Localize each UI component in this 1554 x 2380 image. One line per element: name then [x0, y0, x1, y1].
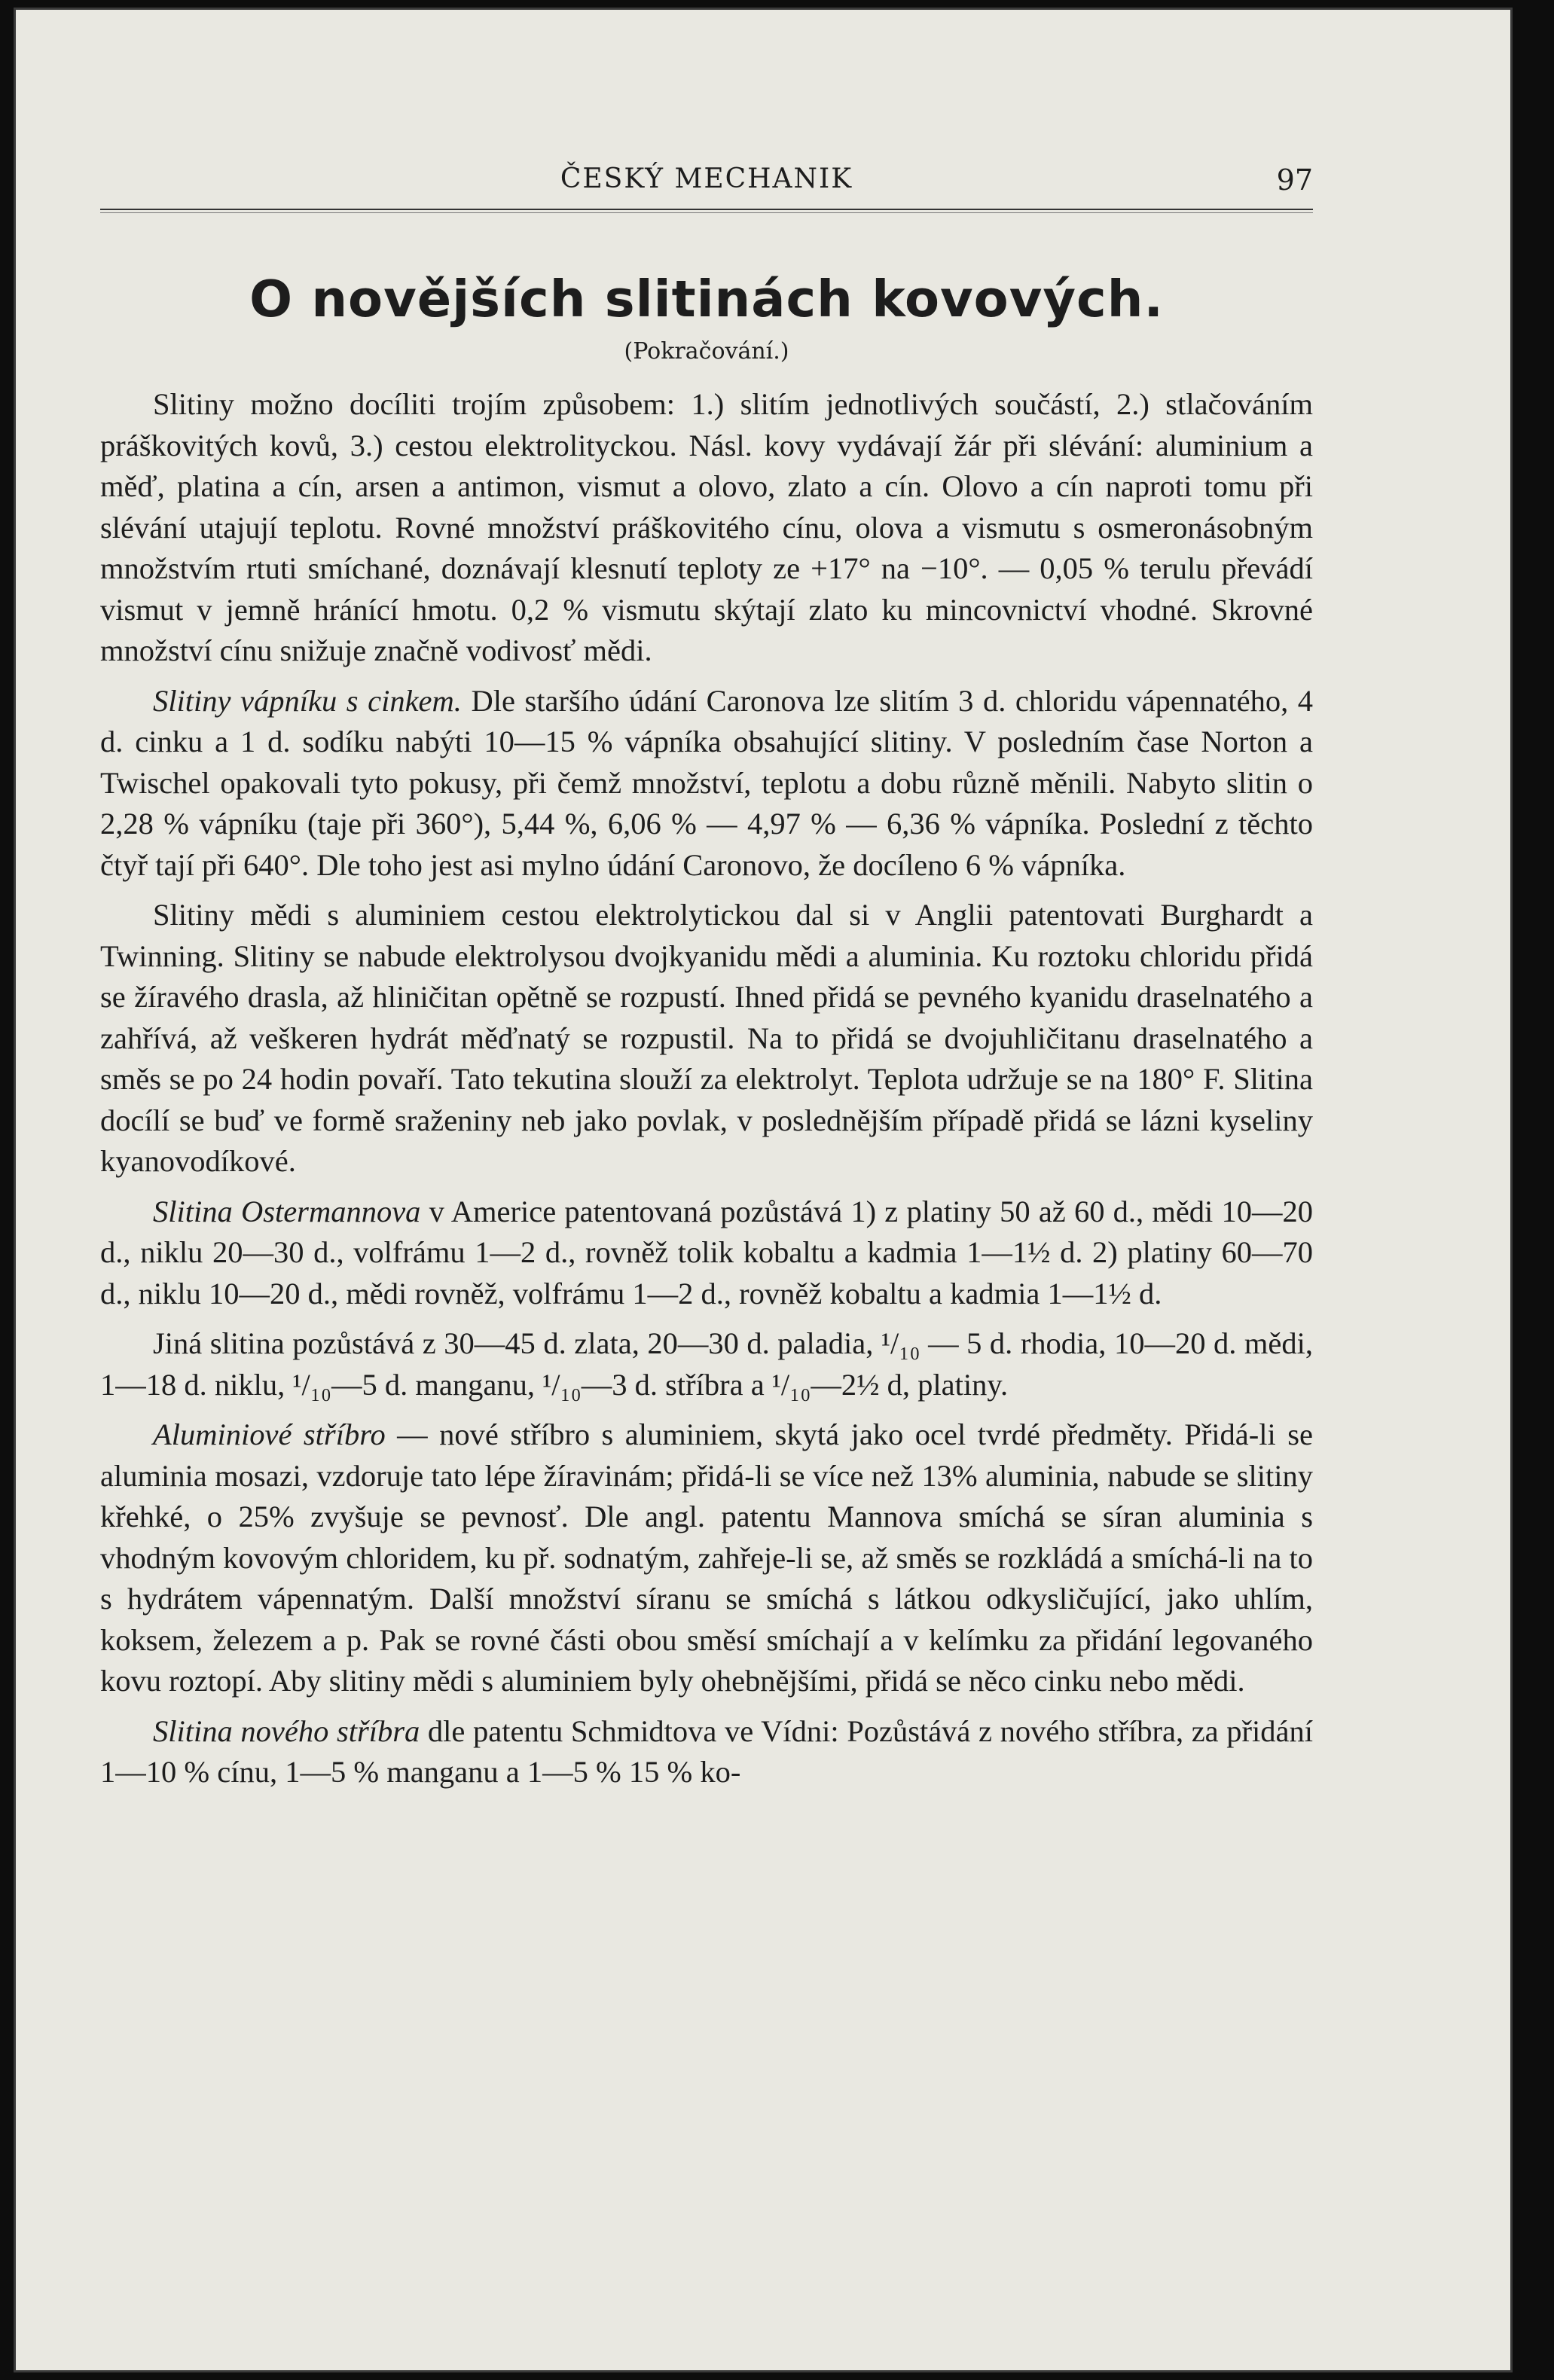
article-title: O novějších slitinách kovových.: [249, 270, 1164, 328]
paragraph-text: Jiná slitina pozůstává z 30—45 d. zlata, 20—30 d. paladia, ¹/₁₀ — 5 d. rhodia, 10—20 d. mědi, 1—18 d. niklu, ¹/₁₀—5 d. manganu, ¹/₁₀—3 d. stříbra a ¹/₁₀—2½ d, platiny.: [100, 1326, 1313, 1402]
running-title: ČESKÝ MECHANIK: [560, 163, 853, 194]
article-body: [100, 384, 1313, 1793]
paragraph-lead: Slitina nového stříbra: [153, 1713, 420, 1748]
paragraph-lead: Slitiny vápníku s cinkem.: [153, 683, 462, 718]
paragraph-text: Slitiny mědi s aluminiem cestou elektrolytickou dal si v Anglii patentovati Burghardt a Twinning. Slitiny se nabude elektrolysou dvojkyanidu mědi a aluminia. Ku roztoku chloridu přidá se žíravého drasla, až hliničitan opětně se rozpustí. Ihned přidá se pevného kyanidu draselnatého a zahřívá, až veškeren hydrát měďnatý se rozpustil. Na to přidá se dvojuhličitanu draselnatého a směs se po 24 hodin povaří. Tato tekutina slouží za elektrolyt. Teplota udržuje se na 180° F. Slitina docílí se buď ve formě sraženiny neb jako povlak, v poslednějším případě přidá se lázni kyseliny kyanovodíkové.: [100, 898, 1313, 1178]
paragraph-text: dle patentu Schmidtova ve Vídni: Pozůstává z nového stříbra, za přidání 1—10 % cínu, 1—5 % manganu a 1—5 % 15 % ko-: [100, 1713, 1314, 1789]
page-number: 97: [1276, 163, 1313, 197]
header-rule: [100, 209, 1313, 213]
paragraph-lead: Slitina Ostermannova: [153, 1194, 421, 1228]
paragraph: [100, 1414, 1313, 1702]
paragraph: [100, 895, 1313, 1182]
paragraph-lead: Aluminiové stříbro: [153, 1417, 386, 1451]
paragraph-text: Slitiny možno docíliti trojím způsobem: 1.) slitím jednotlivých součástí, 2.) stlačováním práškovitých kovů, 3.) cestou elektrolityckou. Násl. kovy vydávají žár při slévání: aluminium a měď, platina a cín, arsen a antimon, vismut a olovo, zlato a cín. Olovo a cín naproti tomu při slévání utajují teplotu. Rovné množství práškovitého cínu, olova a vismutu s osmeronásobným množstvím rtuti smíchané, doznávají klesnutí teploty ze +17° na −10°. — 0,05 % terulu převádí vismut v jemně hránící hmotu. 0,2 % vismutu skýtají zlato ku mincovnictví vhodné. Skrovné množství cínu snižuje značně vodivosť mědi.: [100, 387, 1313, 667]
paragraph-text: Dle staršího údání Caronova lze slitím 3 d. chloridu vápennatého, 4 d. cinku a 1 d. sodíku nabýti 10—15 % vápníka obsahující slitiny. V posledním čase Norton a Twischel opakovali tyto pokusy, při čemž množství, teplotu a dobu různě měnili. Nabyto slitin o 2,28 % vápníku (taje při 360°), 5,44 %, 6,06 % — 4,97 % — 6,36 % vápníka. Poslední z těchto čtyř tají při 640°. Dle toho jest asi mylno údání Caronovo, že docíleno 6 % vápníka.: [100, 683, 1313, 882]
article-subtitle: (Pokračování.): [624, 338, 789, 365]
paragraph: [100, 1711, 1313, 1793]
paragraph: [100, 1192, 1313, 1315]
document-page: [14, 8, 1513, 2372]
paragraph-text: v Americe patentovaná pozůstává 1) z platiny 50 až 60 d., mědi 10—20 d., niklu 20—30 d., volfrámu 1—2 d., rovněž tolik kobaltu a kadmia 1—1½ d. 2) platiny 60—70 d., niklu 10—20 d., mědi rovněž, volfrámu 1—2 d., rovněž kobaltu a kadmia 1—1½ d.: [100, 1194, 1313, 1311]
running-header: [100, 157, 1313, 203]
paragraph: [100, 384, 1313, 672]
paragraph: [100, 1323, 1313, 1405]
paragraph-text: — nové stříbro s aluminiem, skytá jako ocel tvrdé předměty. Přidá-li se aluminia mosazi, vzdoruje tato lépe žíravinám; přidá-li se více než 13% aluminia, nabude se slitiny křehké, o 25% zvyšuje se pevnosť. Dle angl. patentu Mannova smíchá se síran aluminia s vhodným kovovým chloridem, ku př. sodnatým, zahřeje-li se, až směs se rozkládá a smíchá-li na to s hydrátem vápennatým. Další množství síranu se smíchá s látkou odkysličující, jako uhlím, koksem, železem a p. Pak se rovné části obou směsí smíchají a v kelímku za přidání legovaného kovu roztopí. Aby slitiny mědi s aluminiem byly ohebnějšími, přidá se něco cinku nebo mědi.: [100, 1417, 1313, 1698]
paragraph: [100, 681, 1313, 886]
